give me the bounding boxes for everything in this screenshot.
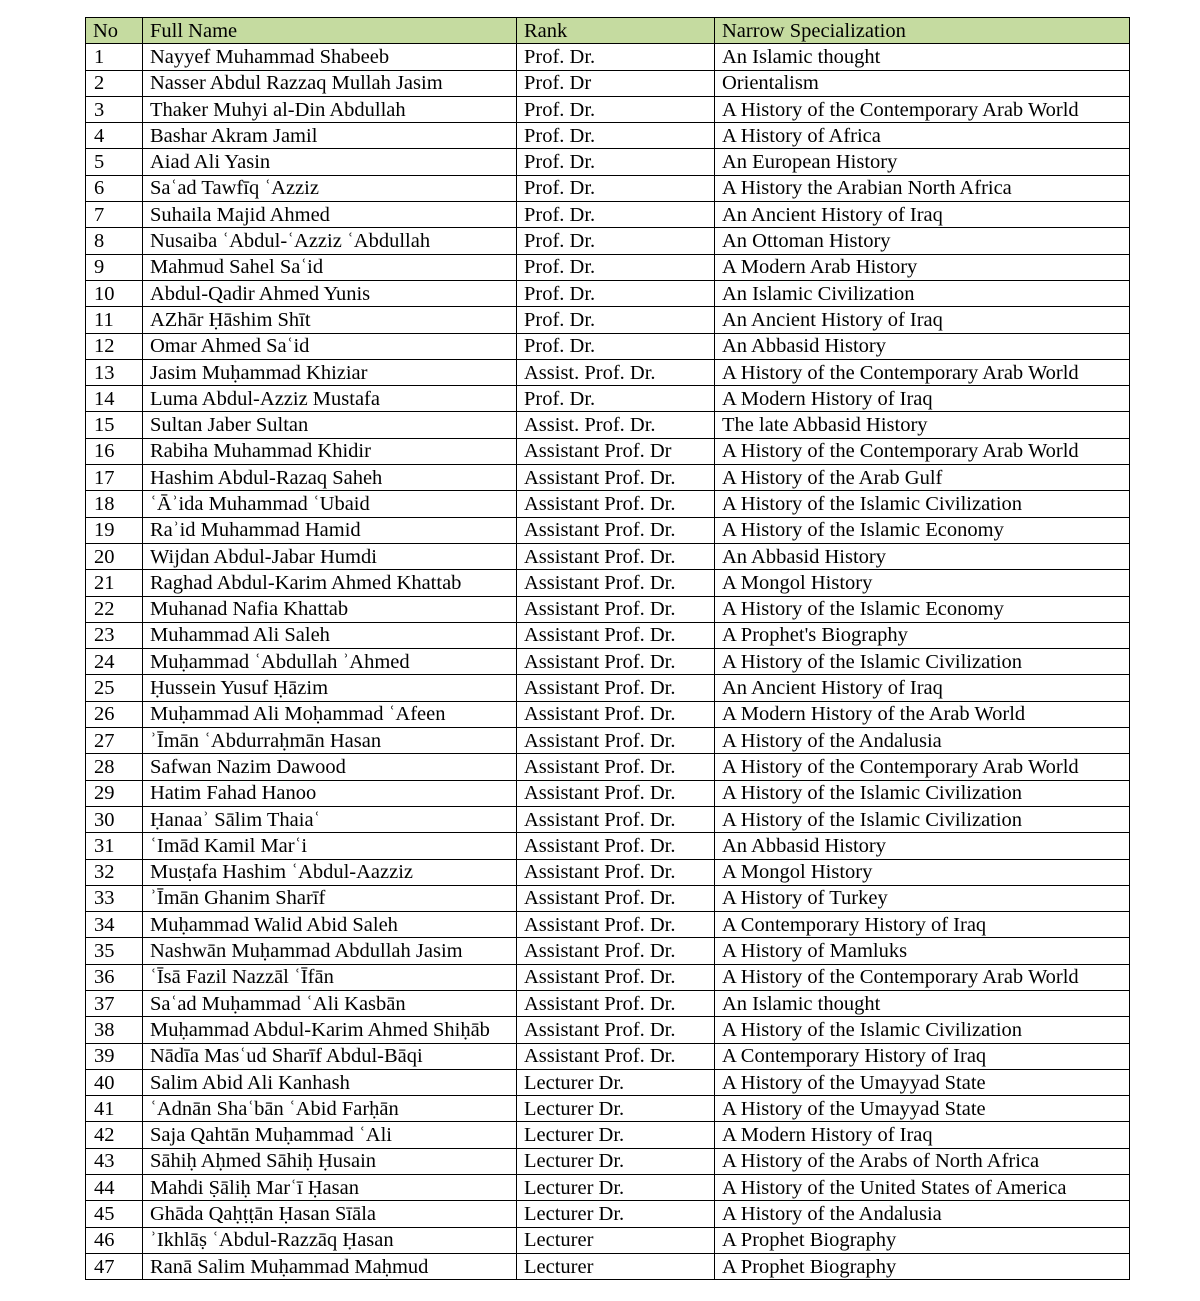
cell-rank: Assistant Prof. Dr. <box>517 964 715 990</box>
cell-rank: Prof. Dr. <box>517 280 715 306</box>
cell-specialization: A History of the Umayyad State <box>715 1096 1130 1122</box>
cell-no: 2 <box>86 70 143 96</box>
cell-specialization: A Prophet Biography <box>715 1227 1130 1253</box>
table-row <box>86 885 1130 911</box>
cell-specialization: A History of Mamluks <box>715 938 1130 964</box>
table-row <box>86 728 1130 754</box>
cell-rank: Assist. Prof. Dr. <box>517 359 715 385</box>
cell-full-name: Omar Ahmed Saʿid <box>143 333 517 359</box>
cell-rank: Lecturer Dr. <box>517 1175 715 1201</box>
table-row <box>86 412 1130 438</box>
cell-full-name: Muḥammad Walid Abid Saleh <box>143 912 517 938</box>
cell-no: 5 <box>86 149 143 175</box>
cell-no: 35 <box>86 938 143 964</box>
cell-full-name: Muhammad Ali Saleh <box>143 622 517 648</box>
cell-no: 37 <box>86 990 143 1016</box>
cell-specialization: A History of Turkey <box>715 885 1130 911</box>
cell-specialization: A Modern History of the Arab World <box>715 701 1130 727</box>
cell-specialization: A Modern History of Iraq <box>715 1122 1130 1148</box>
cell-full-name: Nasser Abdul Razzaq Mullah Jasim <box>143 70 517 96</box>
table-row <box>86 1069 1130 1095</box>
cell-rank: Prof. Dr. <box>517 149 715 175</box>
cell-specialization: A History of the United States of America <box>715 1175 1130 1201</box>
cell-full-name: Jasim Muḥammad Khiziar <box>143 359 517 385</box>
cell-rank: Assistant Prof. Dr. <box>517 675 715 701</box>
cell-full-name: Nādīa Masʿud Sharīf Abdul-Bāqi <box>143 1043 517 1069</box>
header-no: No <box>86 18 143 44</box>
table-row <box>86 754 1130 780</box>
cell-full-name: Muḥammad ʿAbdullah ʾAhmed <box>143 649 517 675</box>
cell-no: 29 <box>86 780 143 806</box>
cell-specialization: A History of the Umayyad State <box>715 1069 1130 1095</box>
cell-specialization: An Ancient History of Iraq <box>715 202 1130 228</box>
cell-no: 33 <box>86 885 143 911</box>
cell-specialization: An Ancient History of Iraq <box>715 675 1130 701</box>
cell-no: 34 <box>86 912 143 938</box>
cell-no: 46 <box>86 1227 143 1253</box>
cell-no: 8 <box>86 228 143 254</box>
cell-rank: Assistant Prof. Dr. <box>517 780 715 806</box>
staff-table <box>85 17 1130 1280</box>
cell-rank: Assistant Prof. Dr. <box>517 543 715 569</box>
table-row <box>86 938 1130 964</box>
header-narrow-specialization: Narrow Specialization <box>715 18 1130 44</box>
table-row <box>86 1043 1130 1069</box>
table-row <box>86 543 1130 569</box>
cell-specialization: An Abbasid History <box>715 543 1130 569</box>
table-row <box>86 280 1130 306</box>
table-row <box>86 202 1130 228</box>
cell-specialization: An Abbasid History <box>715 833 1130 859</box>
cell-no: 6 <box>86 175 143 201</box>
cell-rank: Assistant Prof. Dr. <box>517 596 715 622</box>
cell-rank: Prof. Dr. <box>517 228 715 254</box>
table-row <box>86 701 1130 727</box>
cell-rank: Assistant Prof. Dr. <box>517 701 715 727</box>
cell-full-name: Rabiha Muhammad Khidir <box>143 438 517 464</box>
cell-specialization: An Islamic Civilization <box>715 280 1130 306</box>
cell-full-name: Hashim Abdul-Razaq Saheh <box>143 465 517 491</box>
cell-rank: Assistant Prof. Dr. <box>517 912 715 938</box>
cell-specialization: A History of the Contemporary Arab World <box>715 359 1130 385</box>
cell-rank: Lecturer Dr. <box>517 1148 715 1174</box>
cell-no: 39 <box>86 1043 143 1069</box>
cell-rank: Prof. Dr. <box>517 254 715 280</box>
cell-rank: Lecturer <box>517 1227 715 1253</box>
cell-no: 44 <box>86 1175 143 1201</box>
cell-rank: Prof. Dr. <box>517 96 715 122</box>
cell-no: 4 <box>86 123 143 149</box>
cell-no: 38 <box>86 1017 143 1043</box>
cell-rank: Assistant Prof. Dr. <box>517 990 715 1016</box>
cell-specialization: An Abbasid History <box>715 333 1130 359</box>
cell-rank: Assistant Prof. Dr. <box>517 465 715 491</box>
table-row <box>86 833 1130 859</box>
table-row <box>86 465 1130 491</box>
cell-no: 17 <box>86 465 143 491</box>
cell-rank: Assistant Prof. Dr. <box>517 491 715 517</box>
cell-full-name: Thaker Muhyi al-Din Abdullah <box>143 96 517 122</box>
table-row <box>86 175 1130 201</box>
cell-full-name: ʾĪmān Ghanim Sharīf <box>143 885 517 911</box>
cell-full-name: Aiad Ali Yasin <box>143 149 517 175</box>
cell-no: 22 <box>86 596 143 622</box>
cell-specialization: The late Abbasid History <box>715 412 1130 438</box>
cell-full-name: Mahmud Sahel Saʿid <box>143 254 517 280</box>
cell-full-name: Raʾid Muhammad Hamid <box>143 517 517 543</box>
cell-full-name: Saʿad Muḥammad ʿAli Kasbān <box>143 990 517 1016</box>
cell-specialization: An Ottoman History <box>715 228 1130 254</box>
cell-rank: Lecturer Dr. <box>517 1069 715 1095</box>
cell-full-name: Nayyef Muhammad Shabeeb <box>143 44 517 70</box>
cell-rank: Lecturer Dr. <box>517 1201 715 1227</box>
cell-rank: Prof. Dr. <box>517 44 715 70</box>
cell-specialization: An Ancient History of Iraq <box>715 307 1130 333</box>
cell-no: 19 <box>86 517 143 543</box>
cell-no: 14 <box>86 386 143 412</box>
cell-no: 15 <box>86 412 143 438</box>
cell-no: 47 <box>86 1253 143 1279</box>
table-row <box>86 123 1130 149</box>
cell-full-name: Mahdi Ṣāliḥ Marʿī Ḥasan <box>143 1175 517 1201</box>
cell-specialization: A Contemporary History of Iraq <box>715 912 1130 938</box>
cell-full-name: Muḥammad Abdul-Karim Ahmed Shiḥāb <box>143 1017 517 1043</box>
cell-specialization: A History the Arabian North Africa <box>715 175 1130 201</box>
cell-full-name: Nusaiba ʿAbdul-ʿAzziz ʿAbdullah <box>143 228 517 254</box>
cell-rank: Assistant Prof. Dr. <box>517 806 715 832</box>
table-header <box>86 18 1130 44</box>
cell-rank: Assistant Prof. Dr. <box>517 885 715 911</box>
cell-specialization: An European History <box>715 149 1130 175</box>
cell-full-name: Bashar Akram Jamil <box>143 123 517 149</box>
cell-full-name: Salim Abid Ali Kanhash <box>143 1069 517 1095</box>
cell-no: 32 <box>86 859 143 885</box>
cell-no: 3 <box>86 96 143 122</box>
cell-rank: Lecturer Dr. <box>517 1122 715 1148</box>
cell-specialization: A Prophet's Biography <box>715 622 1130 648</box>
table-row <box>86 596 1130 622</box>
table-row <box>86 990 1130 1016</box>
table-row <box>86 96 1130 122</box>
cell-full-name: Saja Qahtān Muḥammad ʿAli <box>143 1122 517 1148</box>
cell-specialization: A History of the Islamic Civilization <box>715 491 1130 517</box>
cell-rank: Assistant Prof. Dr <box>517 438 715 464</box>
cell-rank: Assistant Prof. Dr. <box>517 622 715 648</box>
table-row <box>86 70 1130 96</box>
cell-specialization: A History of the Islamic Economy <box>715 596 1130 622</box>
cell-specialization: A History of the Contemporary Arab World <box>715 438 1130 464</box>
cell-rank: Prof. Dr. <box>517 333 715 359</box>
table-row <box>86 438 1130 464</box>
table-row <box>86 570 1130 596</box>
cell-full-name: Saʿad Tawfīq ʿAzziz <box>143 175 517 201</box>
table-row <box>86 149 1130 175</box>
cell-no: 1 <box>86 44 143 70</box>
header-full-name: Full Name <box>143 18 517 44</box>
cell-rank: Assistant Prof. Dr. <box>517 1043 715 1069</box>
table-row <box>86 806 1130 832</box>
table-row <box>86 254 1130 280</box>
cell-full-name: Muhanad Nafia Khattab <box>143 596 517 622</box>
table-row <box>86 859 1130 885</box>
cell-specialization: A Modern History of Iraq <box>715 386 1130 412</box>
table-row <box>86 1017 1130 1043</box>
cell-full-name: Abdul-Qadir Ahmed Yunis <box>143 280 517 306</box>
cell-full-name: Suhaila Majid Ahmed <box>143 202 517 228</box>
cell-no: 30 <box>86 806 143 832</box>
table-row <box>86 386 1130 412</box>
cell-specialization: A History of the Islamic Economy <box>715 517 1130 543</box>
cell-full-name: Luma Abdul-Azziz Mustafa <box>143 386 517 412</box>
cell-specialization: A Mongol History <box>715 859 1130 885</box>
cell-no: 24 <box>86 649 143 675</box>
cell-full-name: ʿĀʾida Muhammad ʿUbaid <box>143 491 517 517</box>
cell-no: 18 <box>86 491 143 517</box>
cell-specialization: A History of the Islamic Civilization <box>715 780 1130 806</box>
cell-rank: Assistant Prof. Dr. <box>517 938 715 964</box>
cell-no: 10 <box>86 280 143 306</box>
cell-rank: Assistant Prof. Dr. <box>517 754 715 780</box>
cell-specialization: A History of the Islamic Civilization <box>715 806 1130 832</box>
cell-no: 20 <box>86 543 143 569</box>
cell-no: 12 <box>86 333 143 359</box>
cell-no: 36 <box>86 964 143 990</box>
cell-specialization: A History of the Arabs of North Africa <box>715 1148 1130 1174</box>
cell-full-name: Ranā Salim Muḥammad Maḥmud <box>143 1253 517 1279</box>
cell-full-name: ʿĪsā Fazil Nazzāl ʿĪfān <box>143 964 517 990</box>
cell-no: 43 <box>86 1148 143 1174</box>
table-row <box>86 517 1130 543</box>
table-row <box>86 359 1130 385</box>
cell-rank: Assistant Prof. Dr. <box>517 1017 715 1043</box>
cell-rank: Prof. Dr. <box>517 386 715 412</box>
cell-no: 45 <box>86 1201 143 1227</box>
cell-rank: Lecturer Dr. <box>517 1096 715 1122</box>
table-row <box>86 1201 1130 1227</box>
cell-rank: Prof. Dr. <box>517 123 715 149</box>
cell-full-name: Ḥussein Yusuf Ḥāzim <box>143 675 517 701</box>
cell-rank: Prof. Dr. <box>517 202 715 228</box>
cell-specialization: A Prophet Biography <box>715 1253 1130 1279</box>
table-row <box>86 1253 1130 1279</box>
cell-no: 21 <box>86 570 143 596</box>
cell-no: 16 <box>86 438 143 464</box>
cell-no: 11 <box>86 307 143 333</box>
table-row <box>86 1096 1130 1122</box>
cell-no: 13 <box>86 359 143 385</box>
cell-specialization: A History of Africa <box>715 123 1130 149</box>
table-row <box>86 491 1130 517</box>
cell-full-name: Safwan Nazim Dawood <box>143 754 517 780</box>
cell-full-name: Wijdan Abdul-Jabar Humdi <box>143 543 517 569</box>
cell-rank: Assistant Prof. Dr. <box>517 859 715 885</box>
table-body <box>86 44 1130 1280</box>
table-row <box>86 333 1130 359</box>
cell-full-name: Musṭafa Hashim ʿAbdul-Aazziz <box>143 859 517 885</box>
table-row <box>86 1148 1130 1174</box>
cell-no: 42 <box>86 1122 143 1148</box>
table-row <box>86 1227 1130 1253</box>
cell-full-name: Ḥanaaʾ Sālim Thaiaʿ <box>143 806 517 832</box>
cell-full-name: ʿAdnān Shaʿbān ʿAbid Farḥān <box>143 1096 517 1122</box>
cell-full-name: Muḥammad Ali Moḥammad ʿAfeen <box>143 701 517 727</box>
table-row <box>86 622 1130 648</box>
cell-no: 26 <box>86 701 143 727</box>
cell-no: 23 <box>86 622 143 648</box>
cell-specialization: A History of the Arab Gulf <box>715 465 1130 491</box>
table-row <box>86 44 1130 70</box>
cell-full-name: ʾIkhlāṣ ʿAbdul-Razzāq Ḥasan <box>143 1227 517 1253</box>
table-row <box>86 307 1130 333</box>
cell-specialization: A History of the Contemporary Arab World <box>715 754 1130 780</box>
cell-rank: Assist. Prof. Dr. <box>517 412 715 438</box>
cell-specialization: A Modern Arab History <box>715 254 1130 280</box>
table-row <box>86 649 1130 675</box>
cell-rank: Assistant Prof. Dr. <box>517 728 715 754</box>
cell-specialization: A Contemporary History of Iraq <box>715 1043 1130 1069</box>
cell-no: 28 <box>86 754 143 780</box>
table-row <box>86 912 1130 938</box>
header-row <box>86 18 1130 44</box>
cell-rank: Assistant Prof. Dr. <box>517 833 715 859</box>
cell-full-name: Sāhiḥ Aḥmed Sāhiḥ Ḥusain <box>143 1148 517 1174</box>
cell-specialization: A History of the Contemporary Arab World <box>715 96 1130 122</box>
cell-rank: Lecturer <box>517 1253 715 1279</box>
table-row <box>86 1175 1130 1201</box>
table-row <box>86 780 1130 806</box>
cell-no: 9 <box>86 254 143 280</box>
cell-full-name: Nashwān Muḥammad Abdullah Jasim <box>143 938 517 964</box>
cell-full-name: Sultan Jaber Sultan <box>143 412 517 438</box>
cell-specialization: A History of the Islamic Civilization <box>715 1017 1130 1043</box>
cell-no: 27 <box>86 728 143 754</box>
cell-specialization: A History of the Andalusia <box>715 1201 1130 1227</box>
cell-full-name: AZhār Ḥāshim Shīt <box>143 307 517 333</box>
table-row <box>86 228 1130 254</box>
cell-full-name: ʾĪmān ʿAbdurraḥmān Hasan <box>143 728 517 754</box>
cell-specialization: Orientalism <box>715 70 1130 96</box>
cell-specialization: An Islamic thought <box>715 990 1130 1016</box>
cell-rank: Prof. Dr. <box>517 175 715 201</box>
cell-specialization: A History of the Islamic Civilization <box>715 649 1130 675</box>
cell-no: 7 <box>86 202 143 228</box>
table-row <box>86 1122 1130 1148</box>
cell-no: 31 <box>86 833 143 859</box>
cell-no: 41 <box>86 1096 143 1122</box>
cell-full-name: Hatim Fahad Hanoo <box>143 780 517 806</box>
cell-rank: Prof. Dr. <box>517 307 715 333</box>
cell-specialization: An Islamic thought <box>715 44 1130 70</box>
table-row <box>86 675 1130 701</box>
cell-specialization: A Mongol History <box>715 570 1130 596</box>
cell-rank: Assistant Prof. Dr. <box>517 517 715 543</box>
cell-specialization: A History of the Contemporary Arab World <box>715 964 1130 990</box>
cell-rank: Prof. Dr <box>517 70 715 96</box>
cell-no: 40 <box>86 1069 143 1095</box>
cell-rank: Assistant Prof. Dr. <box>517 570 715 596</box>
cell-rank: Assistant Prof. Dr. <box>517 649 715 675</box>
table-row <box>86 964 1130 990</box>
cell-full-name: Raghad Abdul-Karim Ahmed Khattab <box>143 570 517 596</box>
cell-no: 25 <box>86 675 143 701</box>
cell-specialization: A History of the Andalusia <box>715 728 1130 754</box>
cell-full-name: Ghāda Qaḥṭṭān Ḥasan Sīāla <box>143 1201 517 1227</box>
header-rank: Rank <box>517 18 715 44</box>
cell-full-name: ʿImād Kamil Marʿi <box>143 833 517 859</box>
